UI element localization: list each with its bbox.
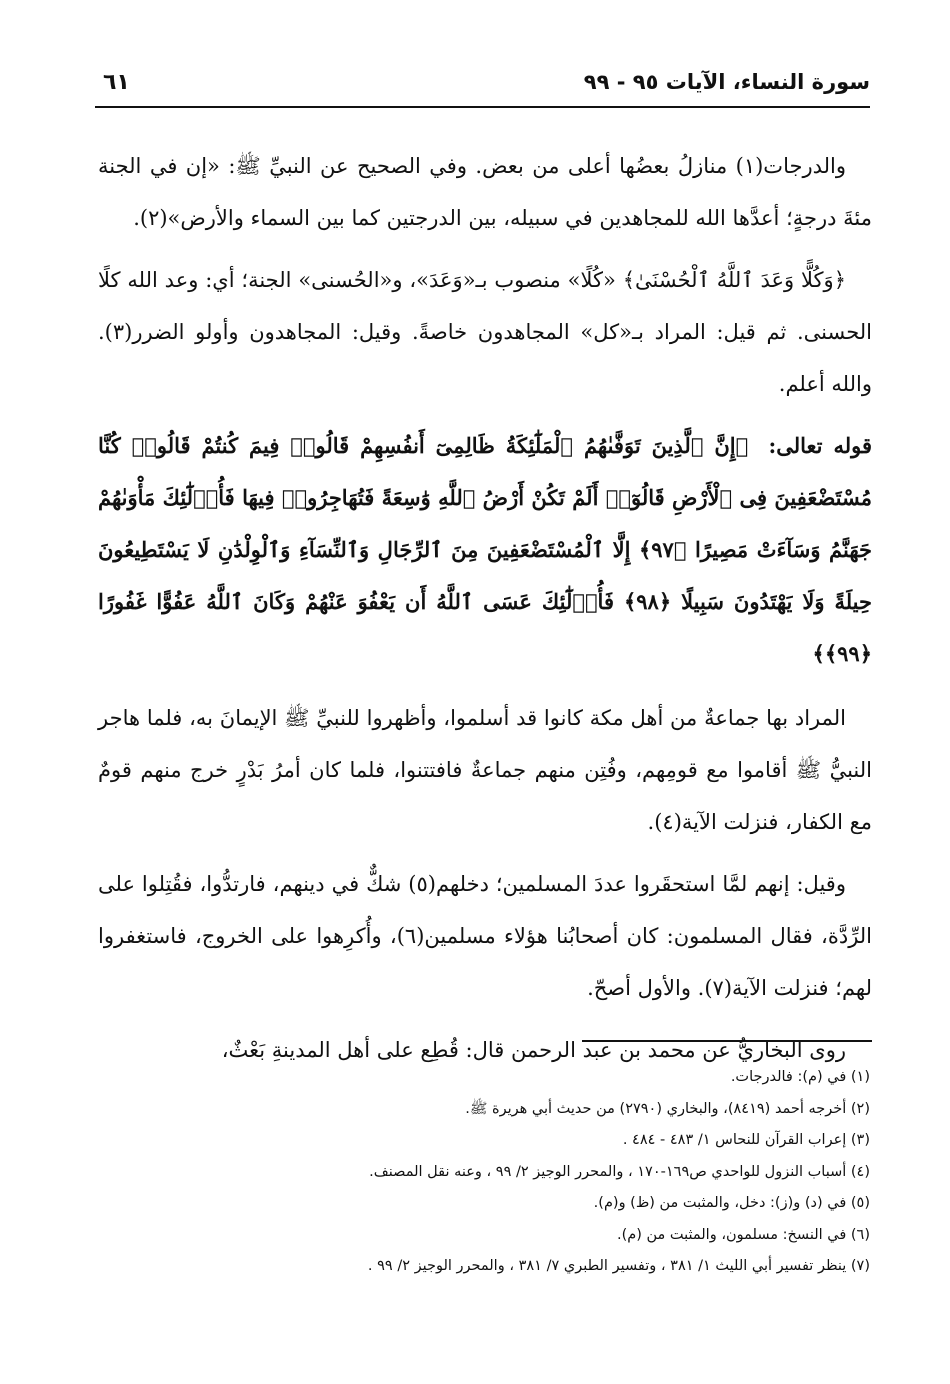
footnote-item: (١) في (م): فالدرجات.: [730, 1069, 870, 1085]
footnotes-list: [96, 1062, 870, 1283]
running-title: سورة النساء، الآيات ٩٥ - ٩٩: [583, 70, 870, 94]
paragraph-bukhari: روى البخاريُّ عن محمد بن عبد الرحمن قال: قُطِع على أهل المدينةِ بَعْثٌ،: [221, 1038, 846, 1062]
footnote-item: (٧) ينظر تفسير أبي الليث ١/ ٣٨١ ، وتفسير الطبري ٧/ ٣٨١ ، والمحرر الوجيز ٢/ ٩٩ .: [367, 1258, 870, 1274]
paragraph-kullan: ﴿وَكُلًّا وَعَدَ ٱللَّهُ ٱلْحُسْنَىٰ﴾ «كُلًا» منصوب بـ«وَعَدَ»، و«الحُسنى» الجنة؛ أي: وعد الله كلًا الحسنى. ثم قيل: المراد بـ«كل» المجاهدون خاصةً. وقيل: المجاهدون وأولو الضرر(٣). والله أعلم.: [98, 268, 872, 396]
footnote-item: (٦) في النسخ: مسلمون، والمثبت من (م).: [616, 1226, 870, 1243]
paragraph-alternative: وقيل: إنهم لمَّا استحقَروا عددَ المسلمين؛ دخلهم(٥) شكٌّ في دينهم، فارتدُّوا، فقُتِلوا على الرِّدَّة، فقال المسلمون: كان أصحابُنا هؤلاء مسلمين(٦)، وأُكرِهوا على الخروج، فاستغفروا لهم؛ فنزلت الآية(٧). والأول أصحّ.: [98, 872, 873, 1000]
footnote-divider: [582, 1040, 872, 1042]
quran-verses: ﴿إِنَّ ٱلَّذِينَ تَوَفَّىٰهُمُ ٱلْمَلَٰٓئِكَةُ ظَالِمِىٓ أَنفُسِهِمْ قَالُوا۟ فِيمَ كُنتُمْ قَالُوا۟ كُنَّا مُسْتَضْعَفِينَ فِى ٱلْأَرْضِ قَالُوٓا۟ أَلَمْ تَكُنْ أَرْضُ ٱللَّهِ وَٰسِعَةً فَتُهَاجِرُوا۟ فِيهَا فَأُو۟لَٰٓئِكَ مَأْوَىٰهُمْ جَهَنَّمُ وَسَآءَتْ مَصِيرًا ﴿٩٧﴾ إِلَّا ٱلْمُسْتَضْعَفِينَ مِنَ ٱلرِّجَالِ وَٱلنِّسَآءِ وَٱلْوِلْدَٰنِ لَا يَسْتَطِيعُونَ حِيلَةً وَلَا يَهْتَدُونَ سَبِيلًا ﴿٩٨﴾ فَأُو۟لَٰٓئِكَ عَسَى ٱللَّهُ أَن يَعْفُوَ عَنْهُمْ وَكَانَ ٱللَّهُ عَفُوًّا غَفُورًا ﴿٩٩﴾﴾: [98, 433, 872, 666]
verse-lead: قوله تعالى:: [768, 433, 872, 458]
page-header: [95, 70, 870, 108]
footnote-item: (٣) إعراب القرآن للنحاس ١/ ٤٨٣ - ٤٨٤ .: [622, 1132, 870, 1148]
page-number: ٦١: [103, 70, 130, 95]
footnote-item: (٥) في (د) و(ز): دخل، والمثبت من (ظ) و(م).: [593, 1195, 870, 1211]
main-text: [98, 140, 872, 1086]
paragraph-darajat: والدرجات(١) منازلُ بعضُها أعلى من بعض. وفي الصحيح عن النبيِّ ﷺ: «إن في الجنة مئةَ درجةٍ؛ أعدَّها الله للمجاهدين في سبيله، بين الدرجتين كما بين السماء والأرض»(٢).: [98, 154, 872, 230]
footnote-item: (٢) أخرجه أحمد (٨٤١٩)، والبخاري (٢٧٩٠) من حديث أبي هريرة ﷺ.: [465, 1100, 870, 1117]
verse-block: [98, 420, 872, 680]
paragraph-meaning: المراد بها جماعةٌ من أهل مكة كانوا قد أسلموا، وأظهروا للنبيِّ ﷺ الإيمانَ به، فلما هاجر النبيُّ ﷺ أقاموا مع قومِهم، وفُتِن منهم جماعةٌ فافتتنوا، فلما كان أمرُ بَدْرٍ خرج منهم قومٌ مع الكفار، فنزلت الآية(٤).: [98, 706, 872, 834]
footnote-item: (٤) أسباب النزول للواحدي ص١٦٩-١٧٠ ، والمحرر الوجيز ٢/ ٩٩ ، وعنه نقل المصنف.: [369, 1163, 870, 1180]
